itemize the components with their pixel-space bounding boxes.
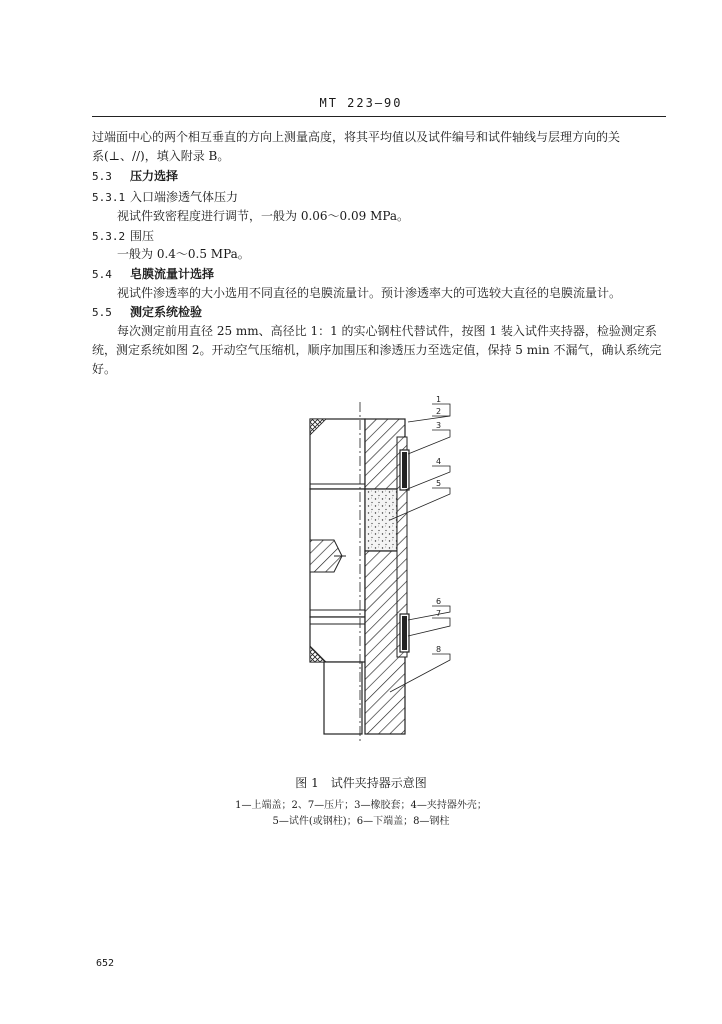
lower-end-cap bbox=[402, 616, 407, 650]
section-5-3-2-title: 围压 bbox=[130, 229, 155, 243]
section-5-3-title: 压力选择 bbox=[130, 169, 179, 183]
section-5-3-number: 5.3 bbox=[92, 170, 112, 183]
section-5-4-heading bbox=[92, 266, 214, 283]
section-5-4-title: 皂膜流量计选择 bbox=[130, 267, 215, 281]
section-5-3-2-text: 一般为 0.4～0.5 MPa。 bbox=[117, 247, 250, 261]
callout-3: 3 bbox=[436, 421, 442, 430]
section-5-5-title: 测定系统检验 bbox=[130, 305, 203, 319]
section-5-3-heading bbox=[92, 168, 178, 185]
figure-1-specimen-holder-diagram bbox=[290, 392, 460, 752]
rubber-sleeve bbox=[402, 452, 407, 488]
callout-2: 2 bbox=[436, 407, 442, 416]
paragraph-continuation-line-1: 过端面中心的两个相互垂直的方向上测量高度，将其平均值以及试件编号和试件轴线与层理方向的关 bbox=[92, 130, 621, 144]
header-rule bbox=[92, 116, 666, 117]
section-5-3-1-text: 视试件致密程度进行调节，一般为 0.06～0.09 MPa。 bbox=[117, 209, 410, 223]
callout-4: 4 bbox=[436, 457, 442, 466]
page-number: 652 bbox=[96, 958, 115, 969]
callout-1: 1 bbox=[436, 395, 442, 404]
section-5-5-number: 5.5 bbox=[92, 306, 112, 319]
callout-5: 5 bbox=[436, 479, 442, 488]
section-5-5-text-line-2: 统，测定系统如图 2。开动空气压缩机，顺序加围压和渗透压力至选定值，保持 5 min 不漏气，确认系统完 bbox=[92, 343, 662, 357]
section-5-3-1-number: 5.3.1 bbox=[92, 191, 126, 204]
section-5-4-text: 视试件渗透率的大小选用不同直径的皂膜流量计。预计渗透率大的可选较大直径的皂膜流量计。 bbox=[117, 286, 622, 300]
section-5-3-2-number: 5.3.2 bbox=[92, 230, 126, 243]
figure-1-caption-title: 图 1 试件夹持器示意图 bbox=[295, 776, 427, 790]
section-5-3-1-title: 入口端渗透气体压力 bbox=[130, 190, 239, 204]
specimen bbox=[365, 489, 397, 551]
holder-bottom-stem bbox=[324, 662, 362, 734]
section-5-3-2-heading bbox=[92, 228, 154, 245]
section-5-5-heading bbox=[92, 304, 202, 321]
callout-8: 8 bbox=[436, 645, 442, 654]
section-5-3-1-heading bbox=[92, 189, 238, 206]
figure-1-legend-line-2: 5—试件(或钢柱)；6—下端盖；8—钢柱 bbox=[272, 816, 450, 827]
paragraph-continuation-line-2: 系(⊥、//)，填入附录 B。 bbox=[92, 149, 230, 163]
section-5-4-number: 5.4 bbox=[92, 268, 112, 281]
figure-1-legend-line-1: 1—上端盖；2、7—压片；3—橡胶套；4—夹持器外壳； bbox=[235, 800, 487, 811]
callout-6: 6 bbox=[436, 597, 442, 606]
page-header-standard-number: MT 223—90 bbox=[319, 96, 403, 110]
section-5-5-text-line-3: 好。 bbox=[92, 362, 117, 376]
section-5-5-text-line-1: 每次测定前用直径 25 mm、高径比 1：1 的实心钢柱代替试件，按图 1 装入试件夹持器，检验测定系 bbox=[117, 324, 657, 338]
callout-7: 7 bbox=[436, 609, 442, 618]
holder-outer-housing bbox=[310, 419, 365, 662]
